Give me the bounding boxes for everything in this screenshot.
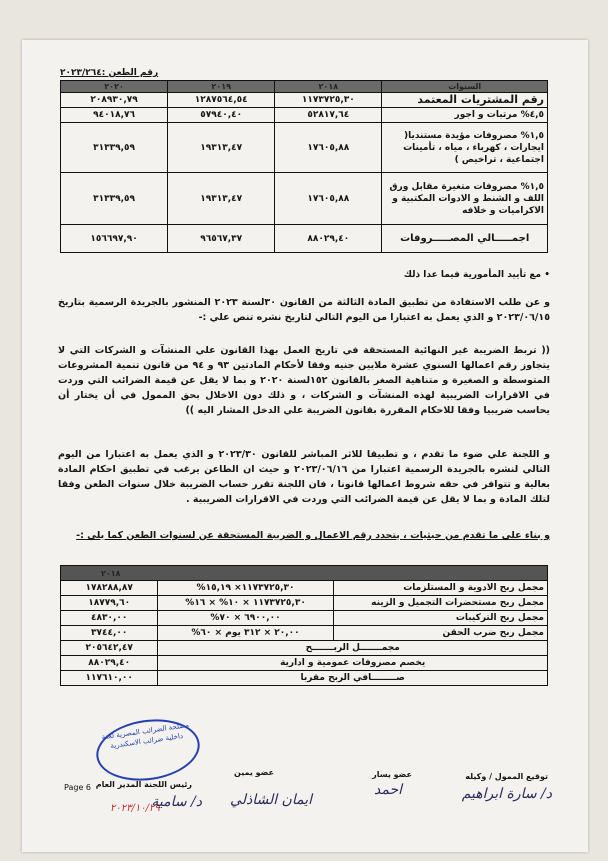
- table-row: ٣٧٤٤,٠٠ ٢٠,٠٠ × ٣١٢ يوم × ٦٠% مجمل ربح ضرب الحقن: [61, 626, 548, 641]
- case-number: رقم الطعن :٢٠٢٣/٢٦٤: [60, 68, 159, 78]
- right-member-signature: ايمان الشاذلي: [230, 792, 312, 808]
- expenses-table: [60, 80, 548, 253]
- table-row: ١٨٧٧٩,٦٠ ١١٧٣٧٢٥,٣٠ × ١٠% × ١٦% مجمل ربح مستحضرات التجميل و الزينه: [61, 596, 548, 611]
- col-header-years: السنوات: [382, 81, 548, 93]
- page-number: Page 6: [64, 783, 91, 792]
- table-row: ٣١٣٣٩,٥٩ ١٩٣١٣,٤٧ ١٧٦٠٥,٨٨ ١,٥% مصروفات مؤيدة مستنديا( ايجارات ، كهرباء ، مياه ، تأمينات اجتماعية ، تراخيص ): [61, 123, 548, 173]
- paragraph-law-quote: (( تربط الضريبة غير النهائية المستحقة في تاريخ العمل بهذا القانون علي المنشآت و الشركات التي لا يتجاوز رقم اعمالها السنوي عشرة ملايين جنيه وفقا لأحكام المادتين ٩٣ و ٩٤ من قانون تنمية المشروعات المتوسطة و الصغيرة و متناهية الصغر بالقانون ١٥٢لسنة ٢٠٢٠ و بما لا يقل عن قيمة الضرائب التي وردت في الاقرارات الضريبية لهذه المنشآت و الشركات ، و ذلك دون الاخلال بحق الممول في أن يختار أن يحاسب ضريبيا وفقا للاحكام المقررة بقانون الضريبة علي الدخل المشار اليه )): [58, 345, 551, 416]
- signature-row: [60, 770, 552, 830]
- col-header-2020: ٢٠٢٠: [61, 81, 168, 93]
- table-row: ١٧٨٢٨٨,٨٧ ١١٧٣٧٢٥,٣٠× ١٥,١٩% مجمل ربح الادوية و المستلزمات: [61, 581, 548, 596]
- table-row: ٢٠٨٩٣٠,٧٩ ١٢٨٧٥٦٤,٥٤ ١١٧٣٧٢٥,٣٠ رقم المشتريات المعتمد: [61, 93, 548, 108]
- taxpayer-signature: د/ سارة ابراهيم: [461, 786, 552, 802]
- table-row: ٤٨٣٠,٠٠ ٦٩٠٠,٠٠ × ٧٠% مجمل ربح التركيبات: [61, 611, 548, 626]
- paragraph-request: و عن طلب الاستفادة من تطبيق المادة الثالثة من القانون ٣٠لسنة ٢٠٢٣ المنشور بالجريدة الرسمية بتاريخ ٢٠٢٣/٠٦/١٥ و الذي يعمل به اعتبارا من اليوم التالي لتاريخ نشره تنص علي :-: [58, 297, 550, 323]
- col-header-2018: ٢٠١٨: [275, 81, 382, 93]
- chairman-label: رئيس اللجنة المدير العام: [95, 780, 192, 789]
- profit-year-header: ٢٠١٨: [61, 566, 548, 581]
- paragraph-conclusion: و بناء علي ما تقدم من حيثيات ، يتحدد رقم الاعمال و الضريبة المستحقة عن لسنوات الطعن كما يلي :-: [76, 530, 550, 541]
- table-row: ٢٠٥٦٤٢,٤٧ مجمـــــــل الربـــــــح: [61, 641, 548, 656]
- taxpayer-signature-label: توقيع الممول / وكيله: [465, 772, 548, 781]
- table-row: ٣١٣٣٩,٥٩ ١٩٣١٣,٤٧ ١٧٦٠٥,٨٨ ١,٥% مصروفات متغيرة مقابل ورق اللف و الشنط و الادوات المكتبية و الاكراميات و خلافه: [61, 173, 548, 225]
- official-stamp: مصلحة الضرائب المصرية لجنة داخلية ضرائب الاسكندرية: [92, 713, 203, 787]
- left-member-signature: احمد: [374, 782, 402, 798]
- stamp-date: ٢٠٢٣/١٠/٢٩: [110, 803, 160, 814]
- table-row: ٨٨٠٢٩,٤٠ يخصم مصروفات عمومية و ادارية: [61, 656, 548, 671]
- col-header-2019: ٢٠١٩: [168, 81, 275, 93]
- paragraph-committee-decision: و اللجنة علي ضوء ما تقدم ، و تطبيقا للاثر المباشر للقانون ٢٠٢٣/٣٠ و الذي يعمل به اعتبارا من اليوم التالي لنشره بالجريدة الرسمية اعتبارا من ٢٠٢٣/٠٦/١٦ و حيث ان الطاعن يرغب في تطبيق احكام المادة بعالية و تتوافر في حقه شروط اعمالها قانونا ، فان اللجنة تقرر حساب الضريبة خلال سنوات الطعن وفقا لتلك المادة و بما لا يقل عن قيمة الضرائب التي وردت في الاقرارات الضريبية .: [58, 449, 550, 505]
- chairman-signature: د/ سامية: [151, 794, 202, 810]
- left-member-label: عضو يسار: [372, 770, 412, 779]
- right-member-label: عضو يمين: [234, 768, 274, 777]
- profit-table-header: [61, 566, 548, 581]
- bullet-note: • مع تأييد المأمورية فيما عدا ذلك: [403, 270, 550, 280]
- profit-table: [60, 565, 548, 686]
- table-row: ٩٤٠١٨,٧٦ ٥٧٩٤٠,٤٠ ٥٢٨١٧,٦٤ ٤,٥% مرتبات و اجور: [61, 108, 548, 123]
- table-row: ١٥٦٦٩٧,٩٠ ٩٦٥٦٧,٣٧ ٨٨٠٢٩,٤٠ اجمـــــالي المصـــــروفات: [61, 225, 548, 253]
- table-row: ١١٧٦١٠,٠٠ صــــــــافي الربح مقربا: [61, 671, 548, 686]
- expenses-table-header: [61, 81, 548, 93]
